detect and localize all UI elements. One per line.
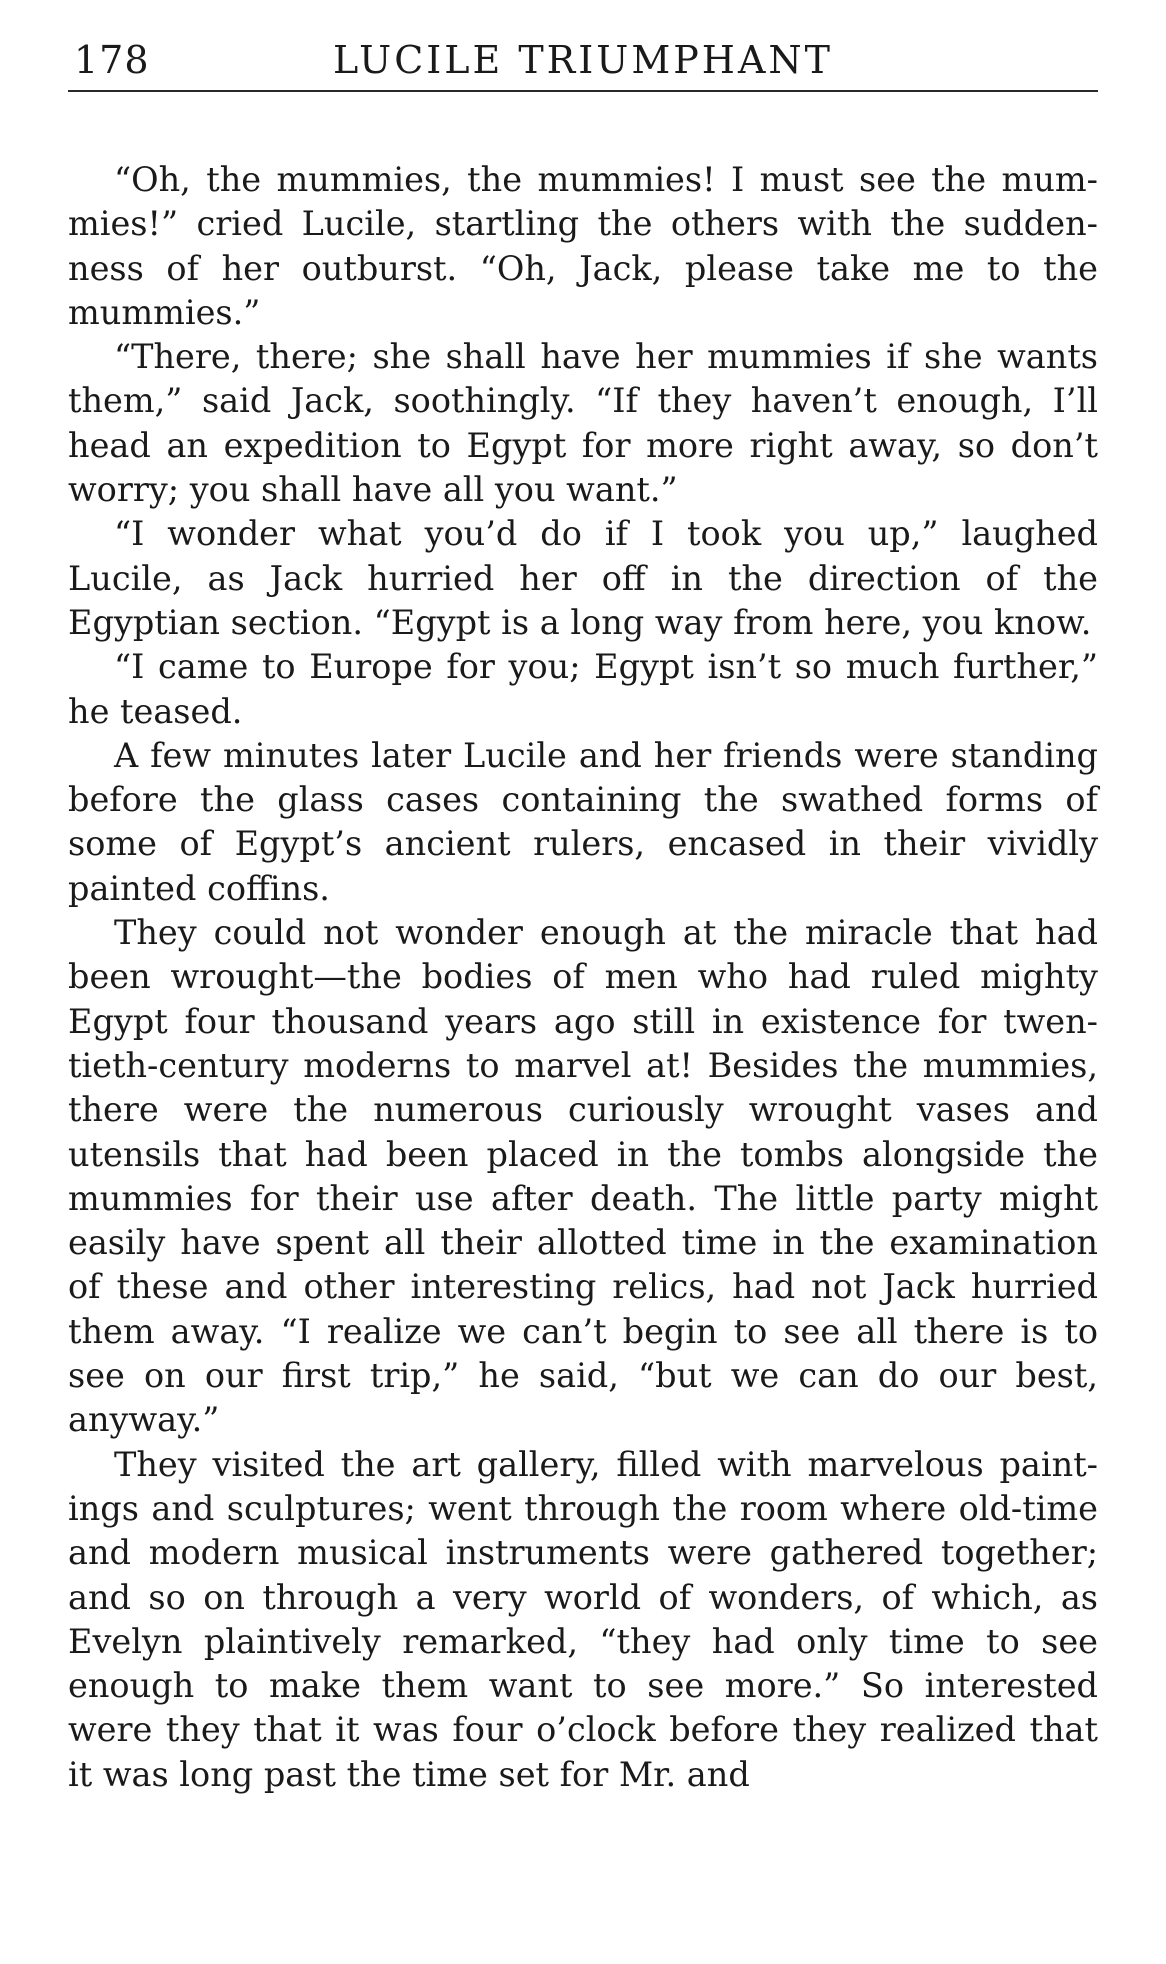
running-title: LUCILE TRIUMPHANT <box>333 38 833 82</box>
paragraph: “I came to Europe for you; Egypt isn’t so much further,” he teased. <box>68 647 1098 731</box>
page-number: 178 <box>74 38 150 82</box>
paragraph: A few minutes later Lucile and her friends were standing before the glass cases containing the swathed forms of some of Egypt’s ancient rulers, encased in their vividly painted coffins. <box>68 735 1098 908</box>
paragraph: “There, there; she shall have her mummies if she wants them,” said Jack, soothingly. “If they haven’t enough, I’ll head an expedition to Egypt for more right away, so don’t worry; you shall have all you want.” <box>68 337 1098 510</box>
body-text <box>68 158 1098 1797</box>
page-header <box>68 34 1098 84</box>
paragraph: They could not wonder enough at the miracle that had been wrought—the bodies of men who had ruled mighty Egypt four thousand years ago still in existence for twentieth-century moderns to marvel at! Besides the mummies, there were the numerous curiously wrought vases and utensils that had been placed in the tombs alongside the mummies for their use after death. The little party might easily have spent all their allotted time in the examination of these and other interesting relics, had not Jack hurried them away. “I realize we can’t begin to see all there is to see on our first trip,” he said, “but we can do our best, anyway.” <box>68 913 1098 1440</box>
header-rule <box>68 90 1098 92</box>
paragraph: “I wonder what you’d do if I took you up,” laughed Lucile, as Jack hurried her off in the direction of the Egyptian section. “Egypt is a long way from here, you know. <box>68 514 1098 642</box>
paragraph: “Oh, the mummies, the mummies! I must see the mummies!” cried Lucile, startling the others with the suddenness of her outburst. “Oh, Jack, please take me to the mummies.” <box>68 160 1098 332</box>
paragraph: They visited the art gallery, filled with marvelous paintings and sculptures; went through the room where old-time and modern musical instruments were gathered together; and so on through a very world of wonders, of which, as Evelyn plaintively remarked, “they had only time to see enough to make them want to see more.” So interested were they that it was four o’clock before they realized that it was long past the time set for Mr. and <box>68 1444 1098 1794</box>
